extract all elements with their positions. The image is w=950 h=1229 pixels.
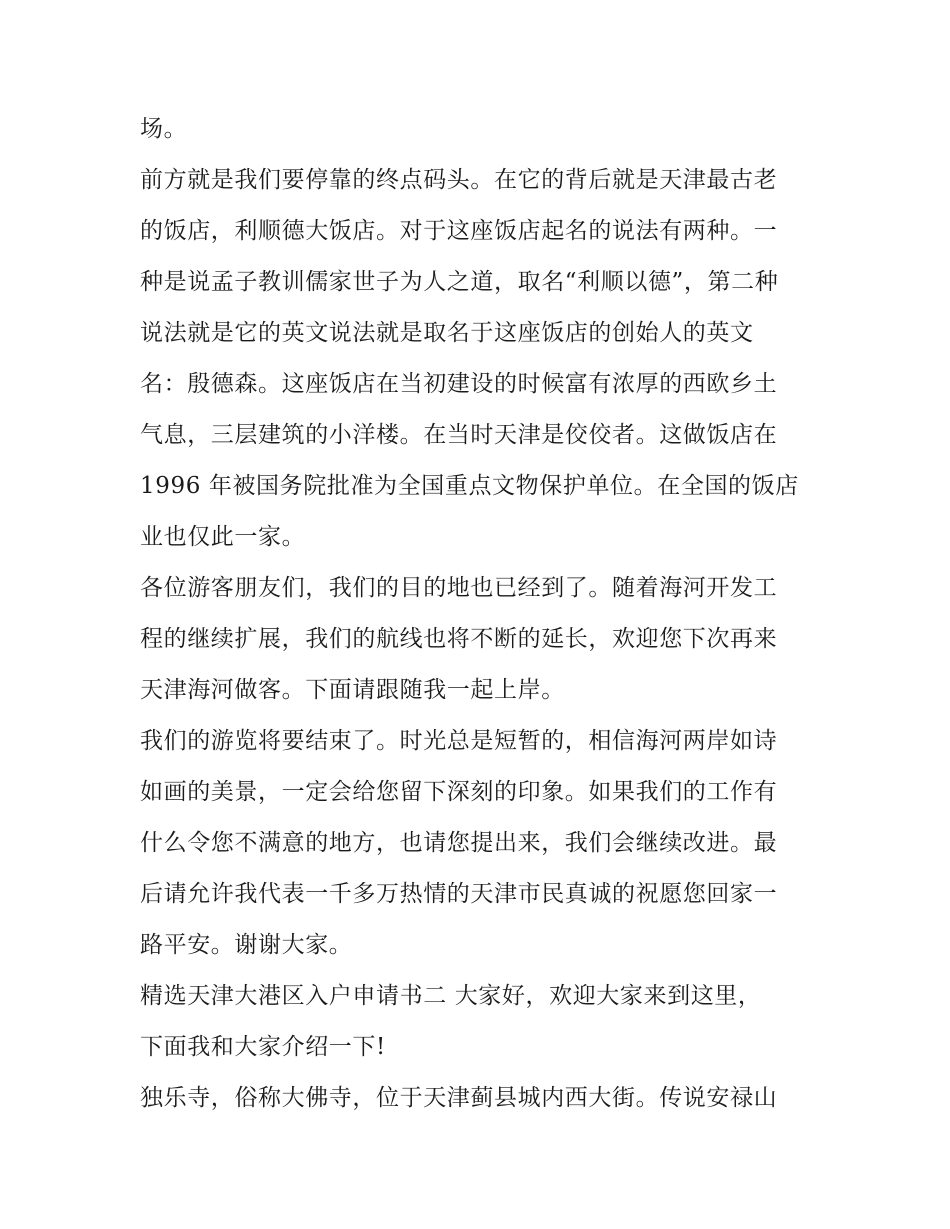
text-line: 名：殷德森。这座饭店在当初建设的时候富有浓厚的西欧乡土 — [140, 371, 778, 397]
text-line: 前方就是我们要停靠的终点码头。在它的背后就是天津最古老 — [140, 167, 778, 193]
text-line: 场。 — [140, 116, 188, 142]
text-line: 各位游客朋友们，我们的目的地也已经到了。随着海河开发工 — [140, 575, 778, 601]
text-line: 精选天津大港区入户申请书二 大家好，欢迎大家来到这里， — [140, 983, 762, 1009]
text-line: 后请允许我代表一千多万热情的天津市民真诚的祝愿您回家一 — [140, 881, 778, 907]
text-line: 天津海河做客。下面请跟随我一起上岸。 — [140, 677, 565, 703]
text-line: 说法就是它的英文说法就是取名于这座饭店的创始人的英文 — [140, 320, 754, 346]
text-line: 如画的美景，一定会给您留下深刻的印象。如果我们的工作有 — [140, 779, 778, 805]
text-line: 下面我和大家介绍一下! — [140, 1034, 386, 1060]
text-line: 独乐寺，俗称大佛寺，位于天津蓟县城内西大街。传说安禄山 — [140, 1085, 778, 1111]
text-line: 种是说孟子教训儒家世子为人之道，取名“利顺以德”，第二种 — [140, 269, 779, 295]
text-line: 1996 年被国务院批准为全国重点文物保护单位。在全国的饭店 — [140, 473, 799, 499]
document-body — [140, 104, 812, 1124]
text-line: 什么令您不满意的地方，也请您提出来，我们会继续改进。最 — [140, 830, 778, 856]
text-line: 业也仅此一家。 — [140, 524, 306, 550]
text-line: 路平安。谢谢大家。 — [140, 932, 353, 958]
text-line: 我们的游览将要结束了。时光总是短暂的，相信海河两岸如诗 — [140, 728, 778, 754]
text-line: 的饭店，利顺德大饭店。对于这座饭店起名的说法有两种。一 — [140, 218, 778, 244]
text-line: 程的继续扩展，我们的航线也将不断的延长，欢迎您下次再来 — [140, 626, 778, 652]
text-line: 气息，三层建筑的小洋楼。在当时天津是佼佼者。这做饭店在 — [140, 422, 778, 448]
